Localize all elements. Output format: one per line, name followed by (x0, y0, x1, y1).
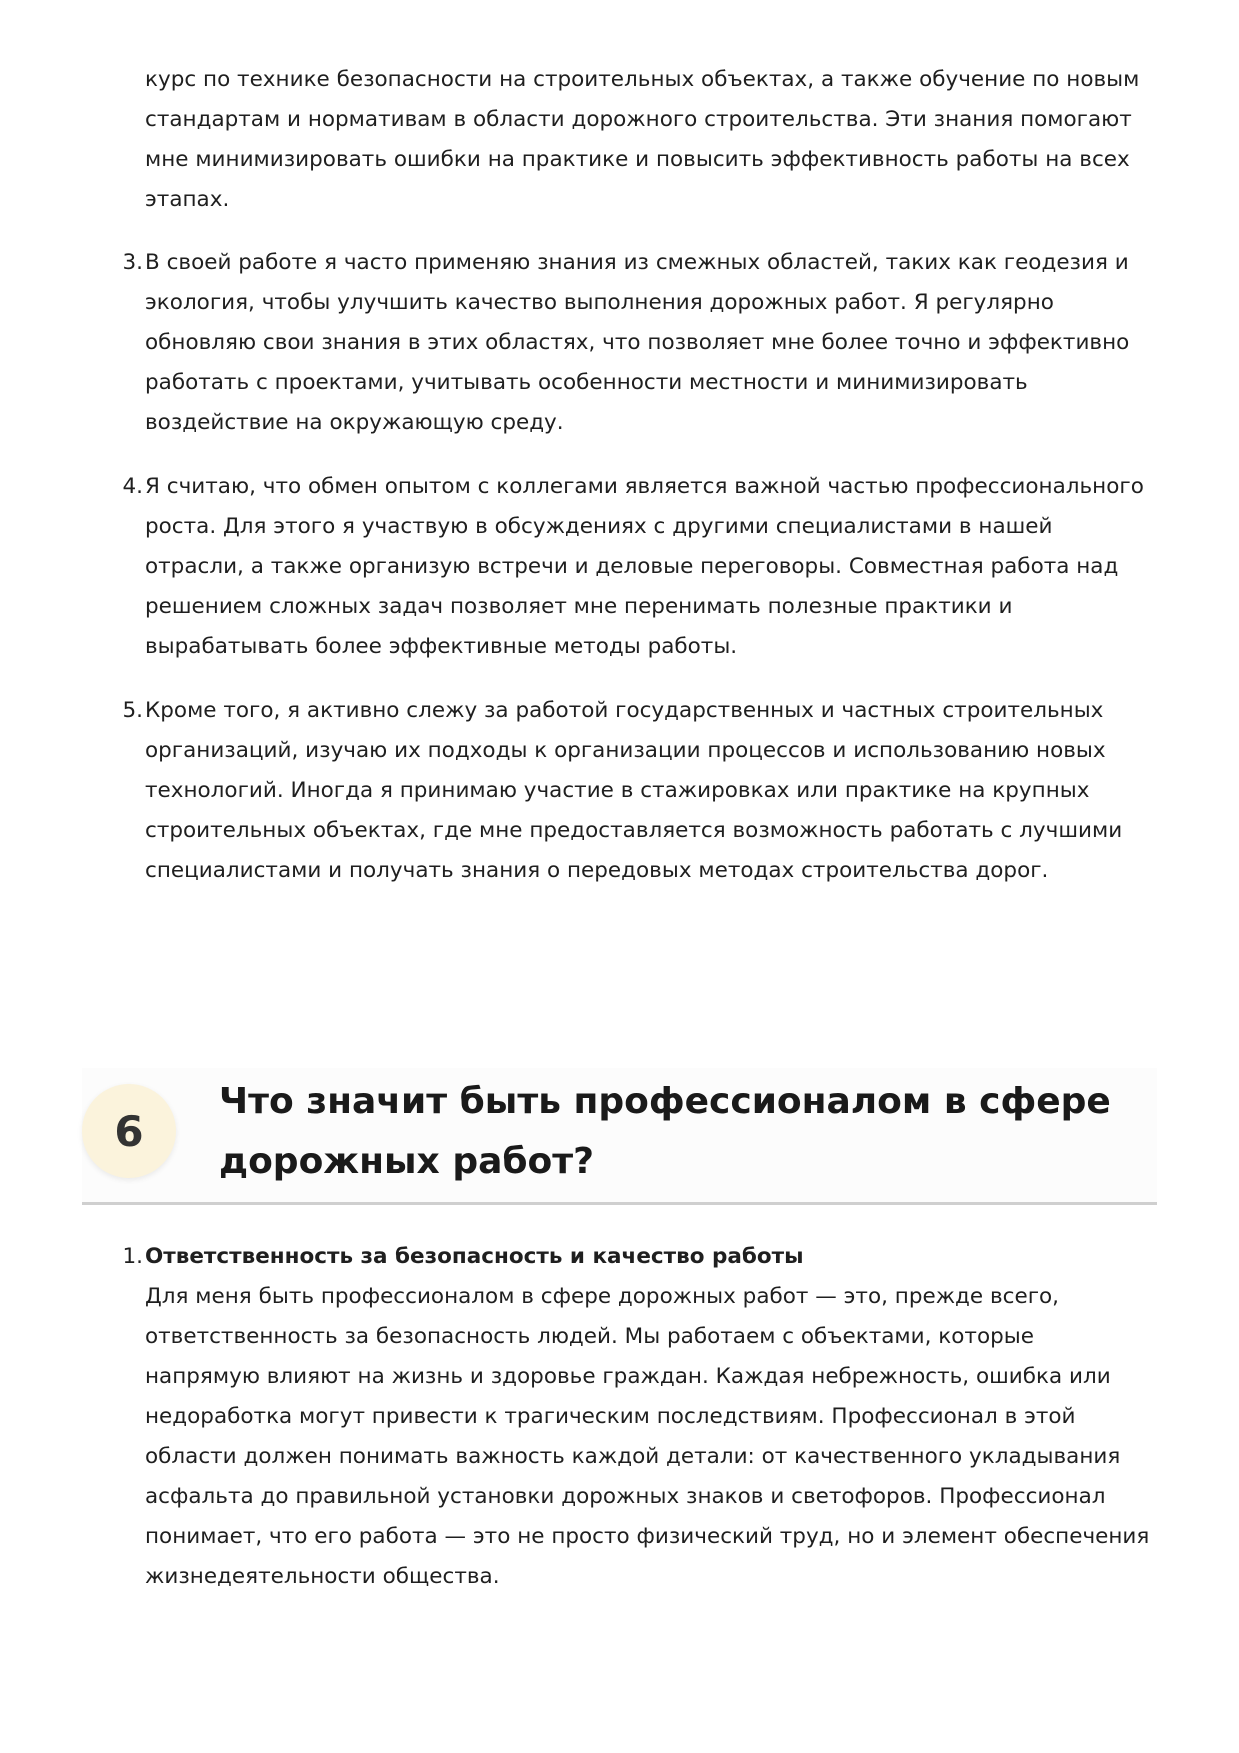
list-item-text: Кроме того, я активно слежу за работой государственных и частных строительных организаций, изучаю их подходы к организации процессов и использованию новых технологий. Иногда я принимаю участие в стажировках или практике на крупных строительных объектах, где мне предоставляется возможность работать с лучшими специалистами и получать знания о передовых методах строительства дорог. (145, 698, 1123, 883)
list-item-number: 5. (122, 698, 143, 723)
section-title: Что значит быть профессионалом в сфере дорожных работ? (219, 1081, 1111, 1182)
list-item-3 (122, 243, 1155, 443)
list-item-number: 3. (122, 250, 143, 275)
section-list-item-1 (122, 1237, 1155, 1597)
list-item-4 (122, 467, 1155, 667)
list-item-number: 1. (122, 1244, 143, 1269)
list-item-text: Для меня быть профессионалом в сфере дорожных работ — это, прежде всего, ответственность за безопасность людей. Мы работаем с объектами, которые напрямую влияют на жизнь и здоровье граждан. Каждая небрежность, ошибка или недоработка могут привести к трагическим последствиям. Профессионал в этой области должен понимать важность каждой детали: от качественного укладывания асфальта до правильной установки дорожных знаков и светофоров. Профессионал понимает, что его работа — это не просто физический труд, но и элемент обеспечения жизнедеятельности общества. (145, 1284, 1150, 1589)
list-item-heading: Ответственность за безопасность и качество работы (145, 1244, 804, 1269)
list-item-text: В своей работе я часто применяю знания из смежных областей, таких как геодезия и экология, чтобы улучшить качество выполнения дорожных работ. Я регулярно обновляю свои знания в этих областях, что позволяет мне более точно и эффективно работать с проектами, учитывать особенности местности и минимизировать воздействие на окружающую среду. (145, 250, 1130, 435)
section-number-badge: 6 (82, 1084, 176, 1178)
list-item-5 (122, 691, 1155, 891)
list-item-number: 4. (122, 474, 143, 499)
section-header (82, 1068, 1157, 1205)
list-item-text: Я считаю, что обмен опытом с коллегами является важной частью профессионального роста. Для этого я участвую в обсуждениях с другими специалистами в нашей отрасли, а также организую встречи и деловые переговоры. Совместная работа над решением сложных задач позволяет мне перенимать полезные практики и вырабатывать более эффективные методы работы. (145, 474, 1144, 659)
intro-paragraph: курс по технике безопасности на строительных объектах, а также обучение по новым стандартам и нормативам в области дорожного строительства. Эти знания помогают мне минимизировать ошибки на практике и повысить эффективность работы на всех этапах. (145, 67, 1140, 212)
